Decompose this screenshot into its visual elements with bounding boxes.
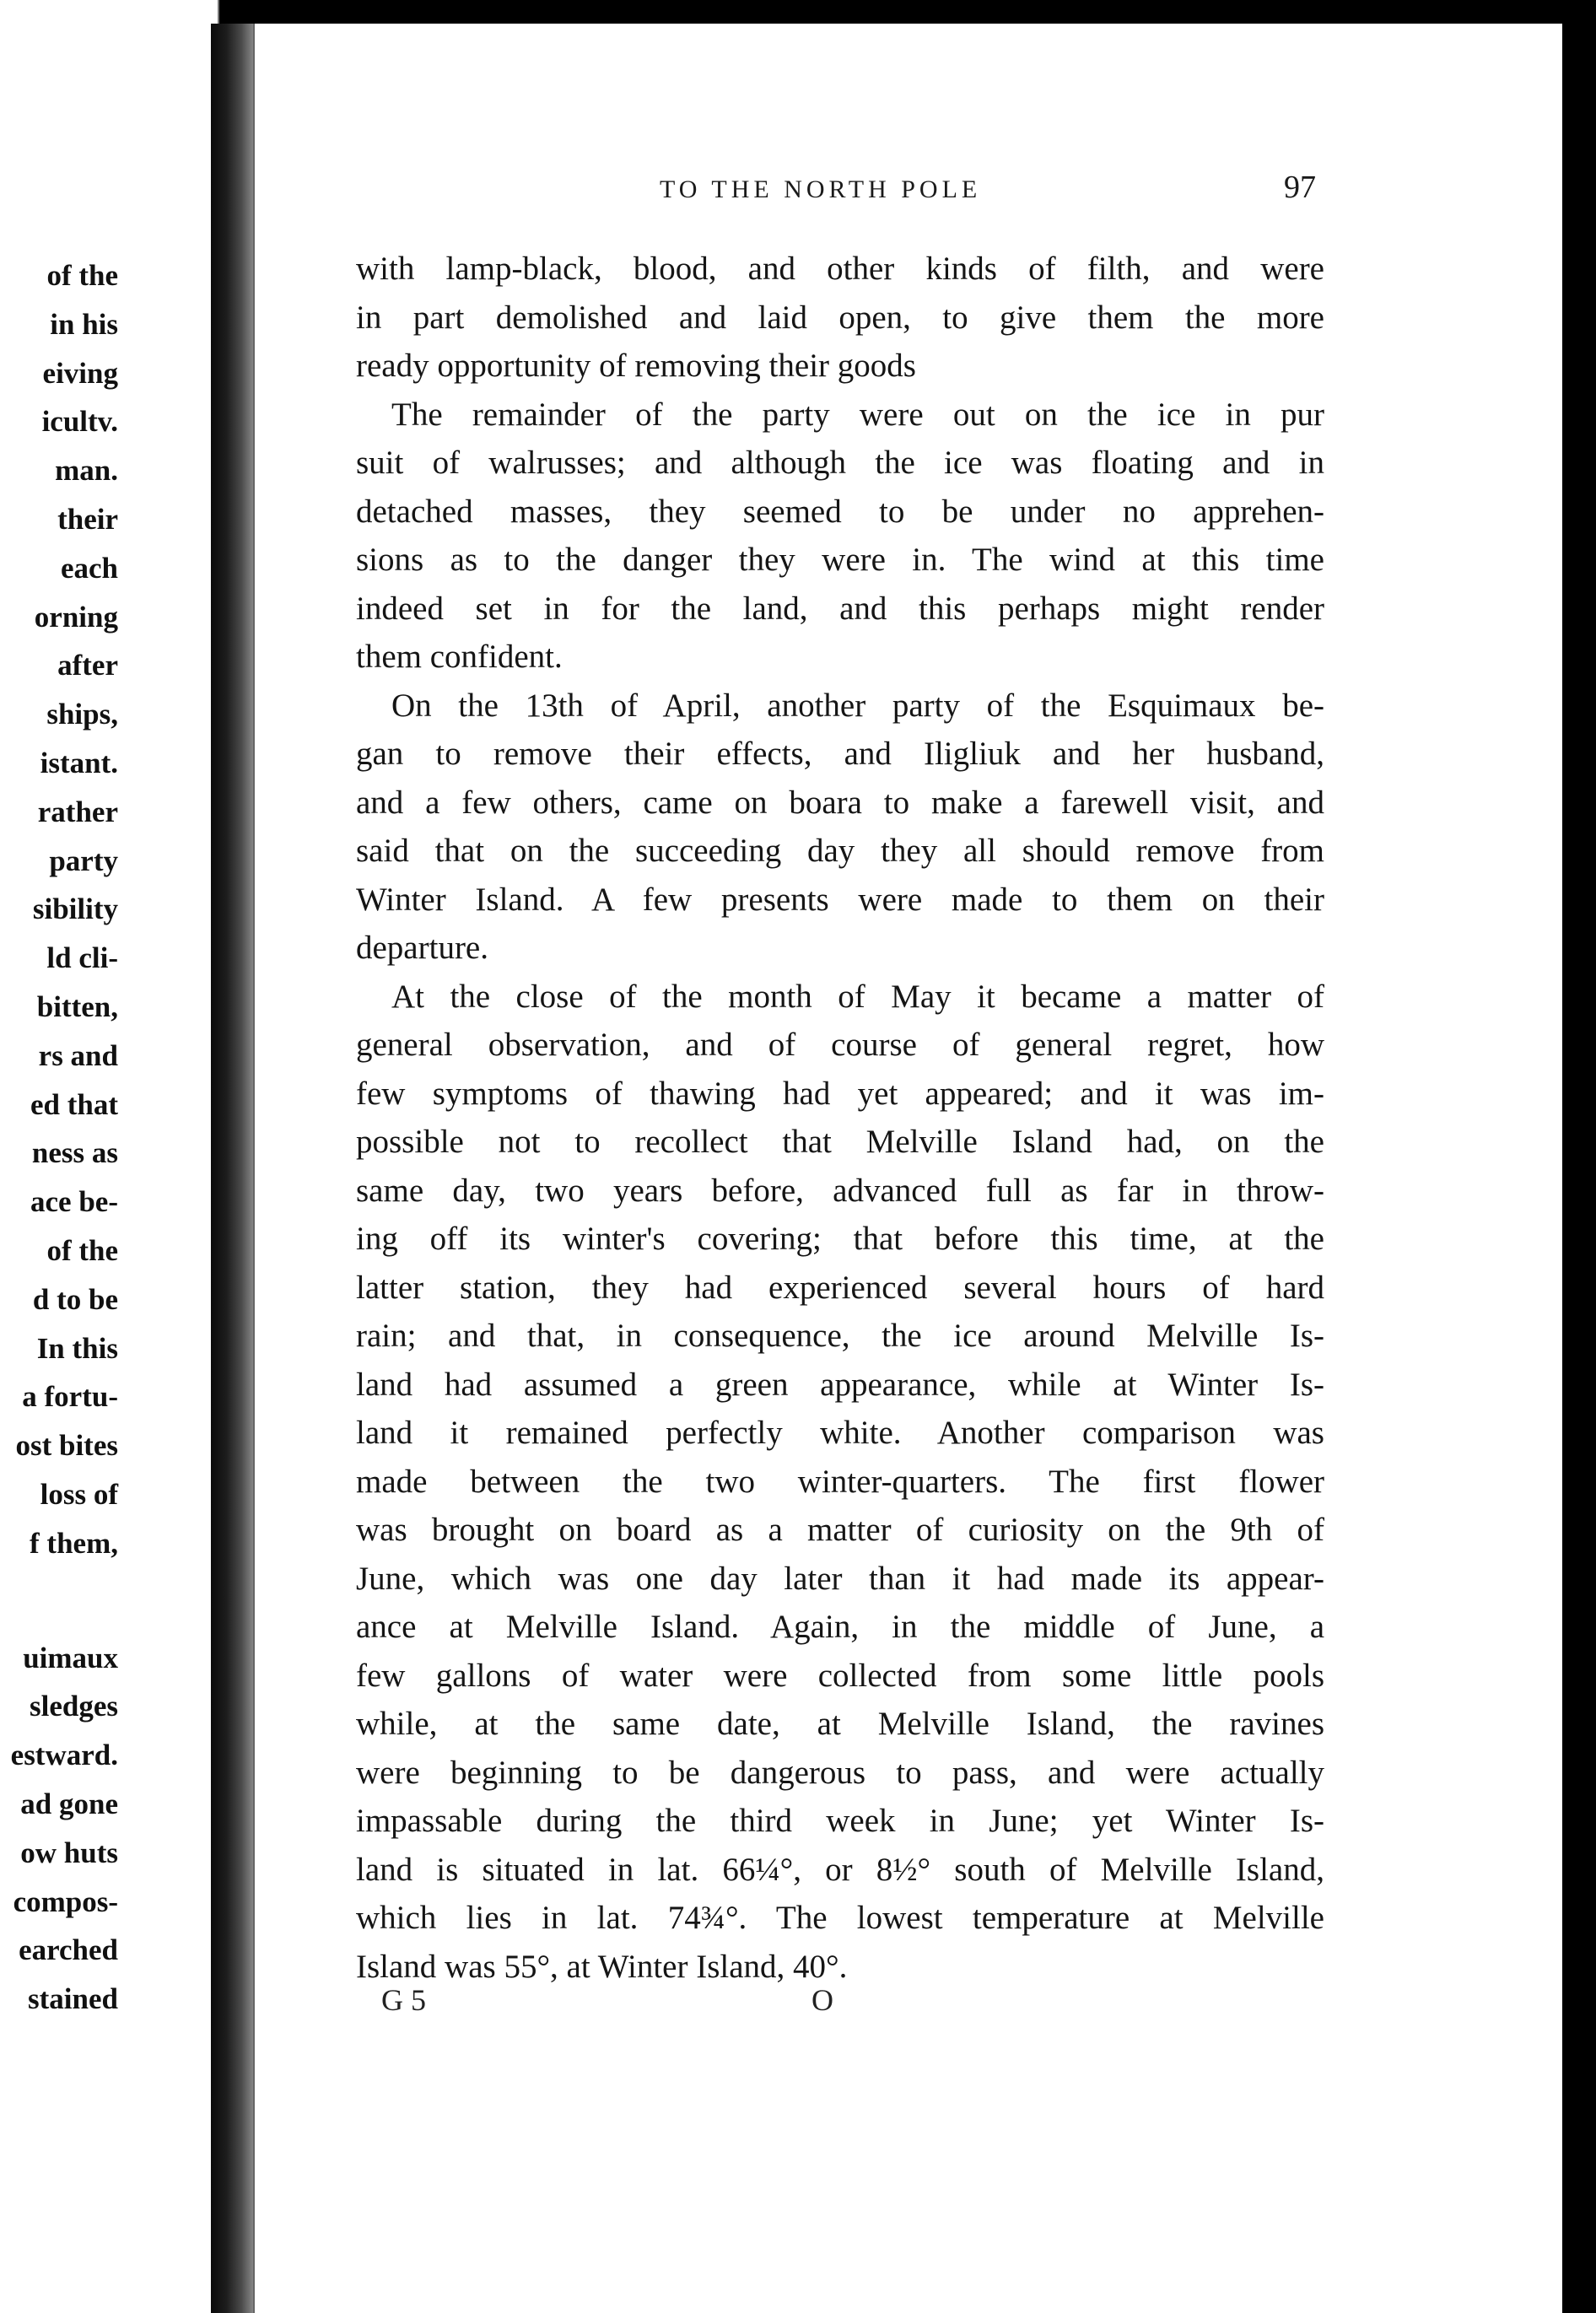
text-line: ready opportunity of removing their goods <box>356 348 916 384</box>
text-line: June, which was one day later than it had made its appear- <box>356 1560 1324 1597</box>
facing-page-line: bitten, <box>36 989 118 1023</box>
facing-page-fragment <box>0 0 219 2313</box>
text-line: Island was 55°, at Winter Island, 40°. <box>356 1948 848 1985</box>
facing-page-line: ace be- <box>30 1185 118 1219</box>
text-line: gan to remove their effects, and Iligliuk and her husband, <box>356 736 1324 772</box>
text-line: general observation, and of course of general regret, how <box>356 1027 1324 1063</box>
facing-page-line: f them, <box>30 1526 118 1560</box>
text-line: ance at Melville Island. Again, in the middle of June, a <box>356 1609 1324 1645</box>
text-line: indeed set in for the land, and this perhaps might render <box>356 590 1324 627</box>
page-number: 97 <box>1284 170 1316 205</box>
scan-border-right <box>1562 0 1596 2313</box>
facing-page-line: a fortu- <box>22 1380 118 1414</box>
text-line: land is situated in lat. 66¼°, or 8½° south of Melville Island, <box>356 1851 1324 1888</box>
text-line: impassable during the third week in June; yet Winter Is- <box>356 1803 1324 1839</box>
text-line: The remainder of the party were out on the ice in pur <box>391 396 1324 433</box>
facing-page-line: orning <box>34 600 118 634</box>
text-line: sions as to the danger they were in. The wind at this time <box>356 542 1324 578</box>
facing-page-line: ness as <box>31 1136 118 1170</box>
facing-page-line: earched <box>19 1933 118 1967</box>
text-line: Winter Island. A few presents were made to them on their <box>356 881 1324 918</box>
facing-page-line: In this <box>36 1331 118 1365</box>
text-line: which lies in lat. 74¾°. The lowest temperature at Melville <box>356 1900 1324 1936</box>
facing-page-line: sibility <box>32 892 118 926</box>
signature-mark-left: G 5 <box>381 1983 426 2017</box>
facing-page-line: of the <box>46 259 118 292</box>
text-line: same day, two years before, advanced full as far in throw- <box>356 1172 1324 1209</box>
text-line: was brought on board as a matter of curiosity on the 9th of <box>356 1512 1324 1548</box>
facing-page-line: sledges <box>30 1690 118 1723</box>
text-line: were beginning to be dangerous to pass, and were actually <box>356 1754 1324 1791</box>
facing-page-line: in his <box>50 307 118 341</box>
text-line: land had assumed a green appearance, while at Winter Is- <box>356 1366 1324 1403</box>
text-line: few gallons of water were collected from some little pools <box>356 1657 1324 1694</box>
running-title: TO THE NORTH POLE <box>660 175 982 203</box>
text-line: possible not to recollect that Melville Island had, on the <box>356 1124 1324 1160</box>
text-line: and a few others, came on boara to make a farewell visit, and <box>356 784 1324 821</box>
facing-page-line: ad gone <box>20 1787 118 1820</box>
text-line: land it remained perfectly white. Another comparison was <box>356 1415 1324 1451</box>
text-line: latter station, they had experienced several hours of hard <box>356 1269 1324 1306</box>
book-page <box>253 24 1564 2313</box>
text-line: them confident. <box>356 639 563 675</box>
facing-page-line: istant. <box>40 746 118 779</box>
text-line: while, at the same date, at Melville Island, the ravines <box>356 1706 1324 1742</box>
text-line: ing off its winter's covering; that before this time, at the <box>356 1221 1324 1257</box>
text-line: made between the two winter-quarters. The first flower <box>356 1463 1324 1500</box>
facing-page-line: eiving <box>42 356 118 390</box>
facing-page-line: ships, <box>46 698 118 731</box>
text-line: said that on the succeeding day they all should remove from <box>356 833 1324 869</box>
text-line: detached masses, they seemed to be under no apprehen- <box>356 493 1324 530</box>
facing-page-line: of the <box>46 1233 118 1267</box>
facing-page-line: compos- <box>13 1884 118 1918</box>
facing-page-line: each <box>60 551 118 585</box>
facing-page-line: rs and <box>38 1038 118 1072</box>
facing-page-line: loss of <box>40 1477 118 1511</box>
body-text <box>356 245 1324 1991</box>
facing-page-line: ow huts <box>20 1836 118 1869</box>
scan-border-top <box>253 0 1596 24</box>
text-line: few symptoms of thawing had yet appeared; and it was im- <box>356 1075 1324 1112</box>
facing-page-line: icultv. <box>41 405 118 439</box>
facing-page-line: ost bites <box>15 1429 118 1463</box>
facing-page-line: man. <box>55 454 118 488</box>
facing-page-line: stained <box>28 1982 118 2016</box>
text-line: At the close of the month of May it became a matter of <box>391 978 1324 1015</box>
text-line: rain; and that, in consequence, the ice around Melville Is- <box>356 1318 1324 1354</box>
facing-page-line: ld cli- <box>46 941 118 975</box>
text-line: in part demolished and laid open, to give them the more <box>356 299 1324 336</box>
facing-page-line: party <box>49 844 118 877</box>
facing-page-line: their <box>57 502 118 536</box>
facing-page-line: ed that <box>30 1087 118 1121</box>
text-line: with lamp-black, blood, and other kinds of filth, and were <box>356 251 1324 287</box>
facing-page-text <box>0 251 118 2024</box>
facing-page-line: d to be <box>32 1282 118 1316</box>
facing-page-line: after <box>57 649 118 682</box>
text-line: suit of walrusses; and although the ice was floating and in <box>356 445 1324 481</box>
text-line: departure. <box>356 930 488 966</box>
facing-page-line: rather <box>37 795 118 828</box>
signature-mark-right: O <box>811 1983 833 2017</box>
facing-page-line: uimaux <box>23 1641 118 1674</box>
paragraph-gap <box>0 1568 118 1634</box>
text-line: On the 13th of April, another party of the Esquimaux be- <box>391 687 1324 724</box>
facing-page-line: estward. <box>10 1739 118 1772</box>
